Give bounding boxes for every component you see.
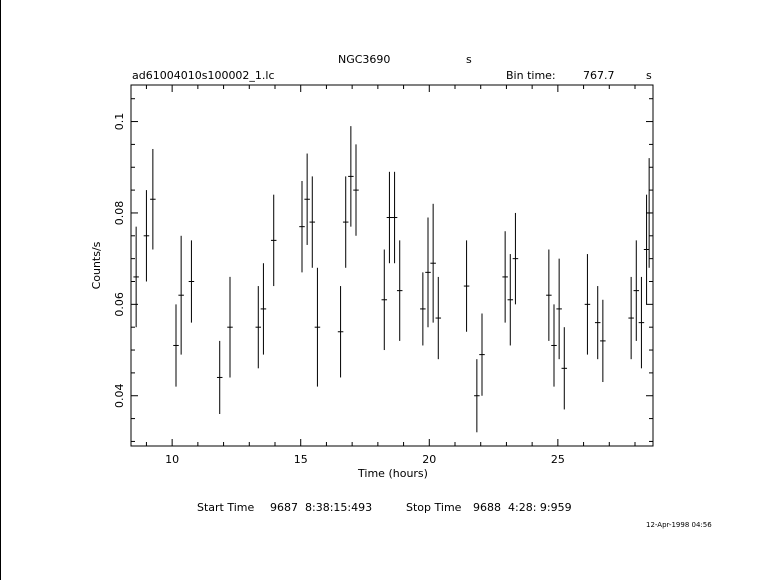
- data-point: [353, 144, 359, 235]
- start-time-value: 9687 8:38:15:493: [270, 501, 373, 514]
- data-point: [595, 286, 601, 359]
- date-stamp: 12-Apr-1998 04:56: [646, 521, 712, 529]
- stop-time-value: 9688 4:28: 9:959: [473, 501, 572, 514]
- data-point: [464, 240, 470, 331]
- y-tick-label: 0.1: [113, 112, 126, 131]
- object-name: NGC3690: [338, 53, 391, 66]
- data-point: [348, 126, 354, 227]
- bin-time-value: 767.7: [583, 69, 615, 82]
- data-point: [217, 341, 223, 414]
- x-tick-label: 20: [422, 453, 437, 466]
- data-point: [420, 272, 426, 345]
- x-tick-label: 25: [550, 453, 565, 466]
- data-point: [502, 231, 508, 322]
- data-point: [430, 204, 436, 323]
- data-point: [562, 327, 568, 409]
- data-point: [646, 158, 652, 268]
- plot-frame: [131, 85, 653, 446]
- data-point: [436, 277, 442, 359]
- data-point: [261, 263, 267, 354]
- y-axis-label: Counts/s: [90, 241, 103, 290]
- data-point: [173, 304, 179, 386]
- stop-time-label: Stop Time: [406, 501, 462, 514]
- data-point: [299, 181, 305, 272]
- y-tick-label: 0.06: [113, 292, 126, 317]
- x-axis-label: Time (hours): [358, 467, 428, 480]
- data-point: [133, 227, 139, 328]
- data-point: [256, 286, 262, 368]
- data-point: [474, 359, 480, 432]
- data-point: [271, 195, 277, 286]
- data-point: [189, 240, 195, 322]
- data-point: [387, 172, 393, 263]
- data-point: [144, 190, 150, 281]
- x-tick-label: 15: [293, 453, 308, 466]
- data-point: [304, 154, 310, 245]
- data-point: [338, 286, 344, 377]
- bin-time-label: Bin time:: [506, 69, 556, 82]
- data-point: [227, 277, 233, 378]
- data-point: [644, 195, 650, 305]
- y-tick-label: 0.04: [113, 383, 126, 408]
- object-unit: s: [466, 53, 472, 66]
- bin-time-unit: s: [646, 69, 652, 82]
- y-tick-label: 0.08: [113, 200, 126, 226]
- data-point: [178, 236, 184, 355]
- data-point: [600, 300, 606, 382]
- data-point: [513, 213, 519, 304]
- data-point: [425, 218, 431, 328]
- light-curve-chart: [1, 0, 781, 580]
- data-point: [634, 240, 640, 341]
- data-point: [397, 240, 403, 341]
- start-time-label: Start Time: [197, 501, 255, 514]
- data-point: [392, 172, 398, 263]
- data-point: [628, 277, 634, 359]
- data-point: [551, 304, 557, 386]
- x-tick-label: 10: [165, 453, 180, 466]
- data-point: [343, 176, 349, 267]
- data-point: [546, 250, 552, 341]
- file-name: ad61004010s100002_1.lc: [132, 69, 275, 82]
- data-point: [508, 254, 514, 345]
- data-point: [150, 149, 156, 250]
- data-point: [556, 259, 562, 360]
- data-point: [315, 268, 321, 387]
- data-point: [479, 313, 485, 395]
- data-point: [639, 277, 645, 368]
- data-point: [585, 254, 591, 355]
- data-point: [310, 176, 316, 267]
- data-point: [382, 250, 388, 351]
